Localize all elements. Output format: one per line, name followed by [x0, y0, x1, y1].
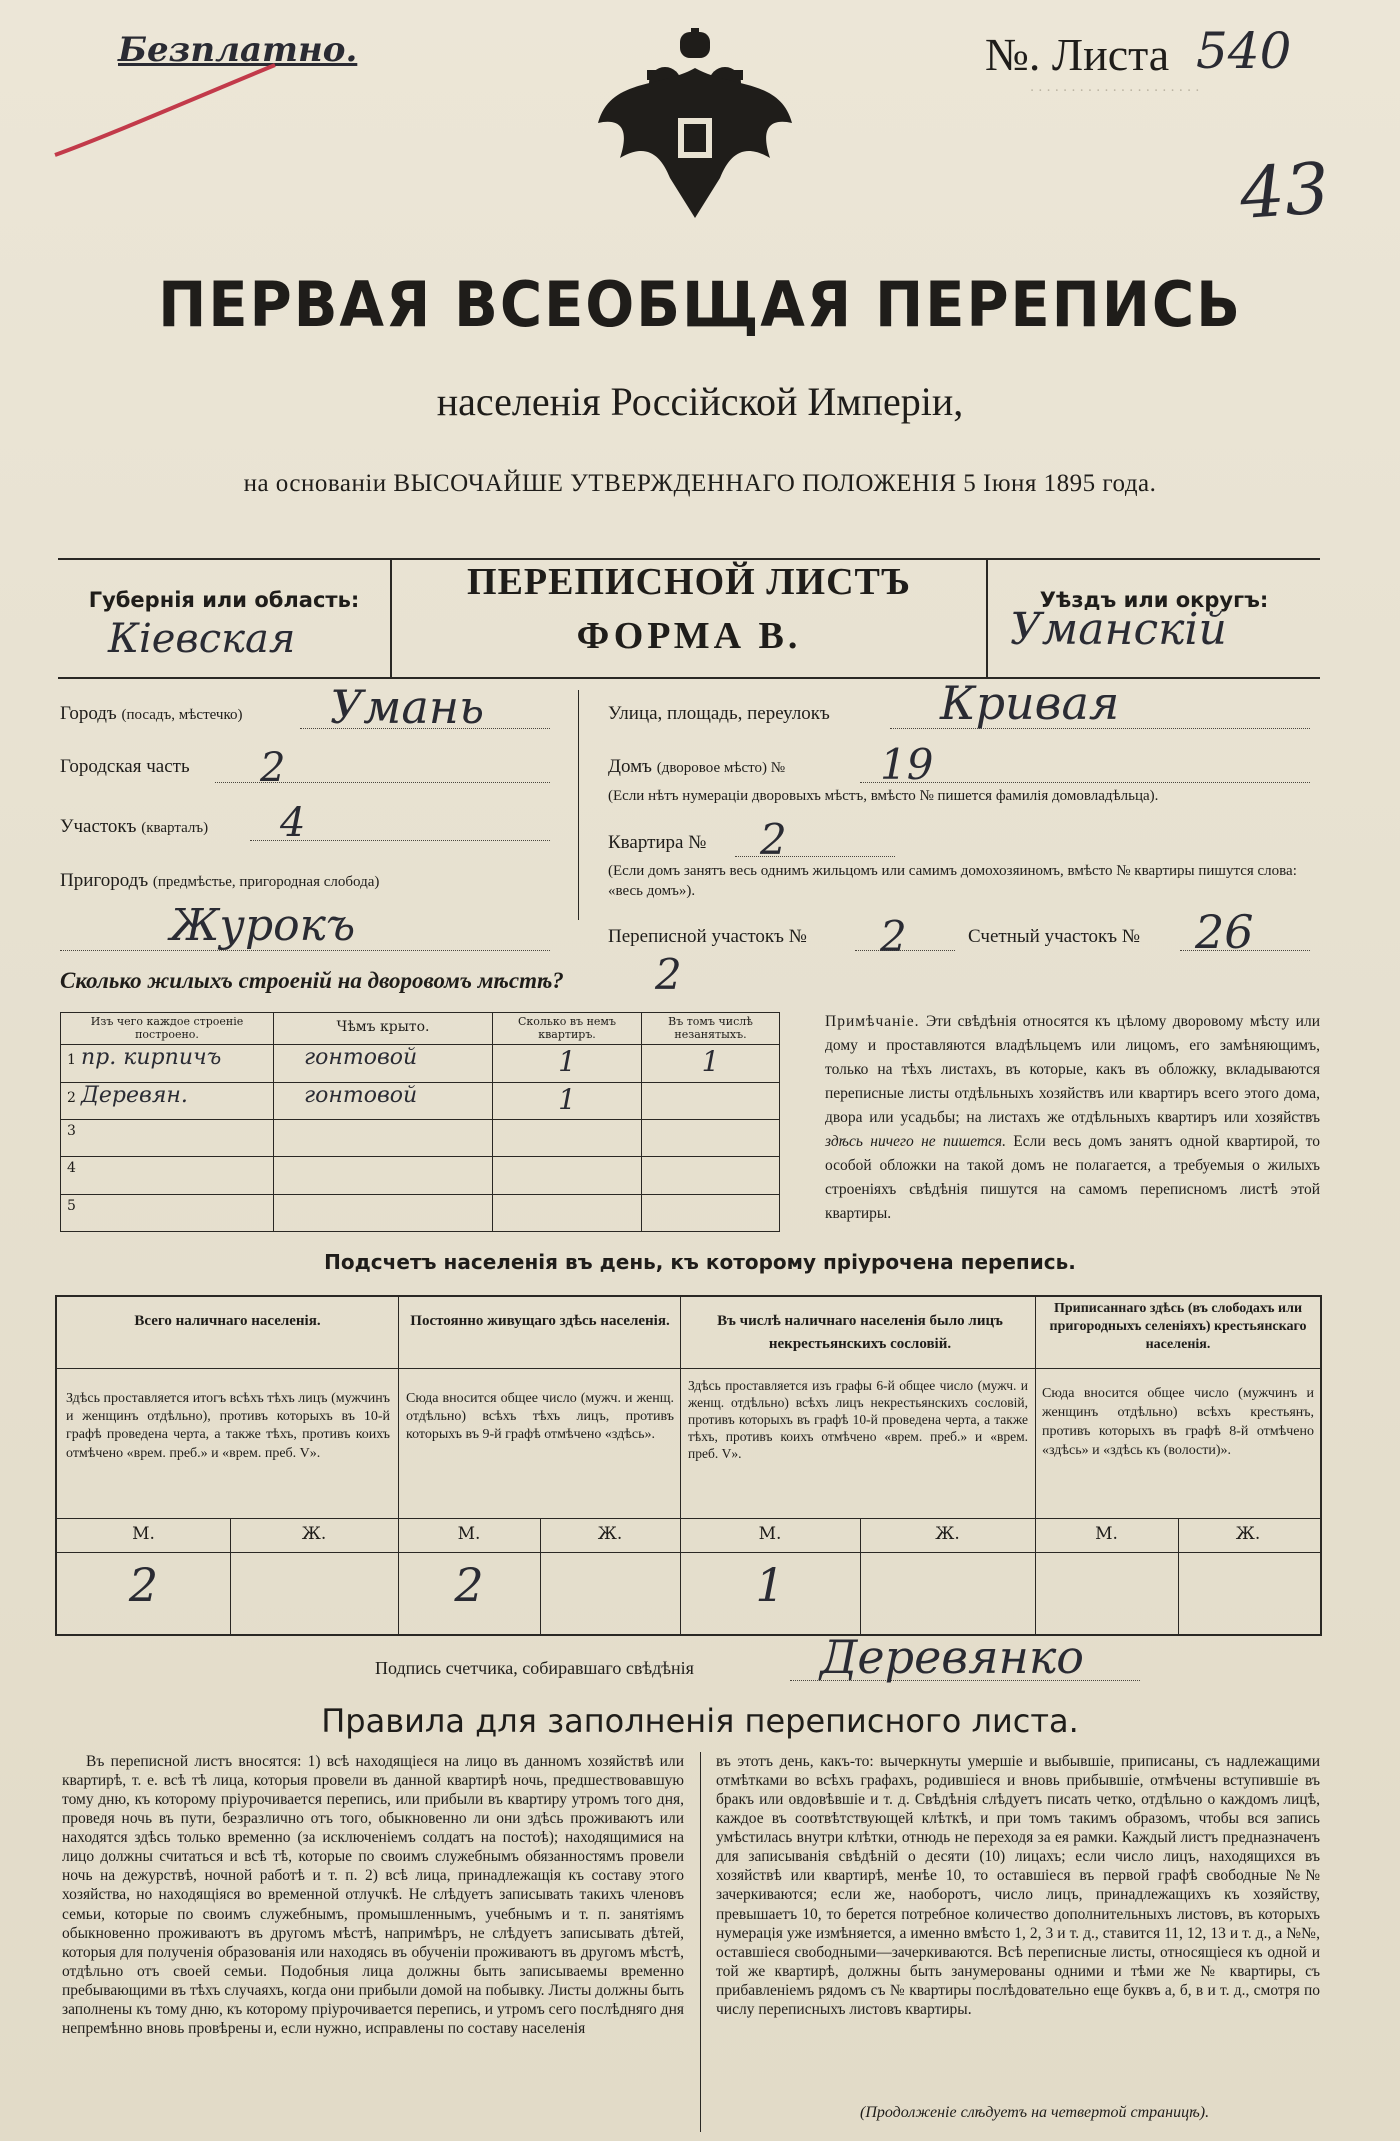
- table-row: [61, 1157, 780, 1194]
- pop-col4-title: Приписаннаго здѣсь (въ слободахъ или пригородныхъ селеніяхъ) крестьянскаго населенія.: [1049, 1301, 1307, 1353]
- precinct-label: Участокъ: [60, 816, 137, 837]
- row-number: 2: [67, 1089, 76, 1106]
- street-label: Улица, площадь, переулокъ: [608, 703, 830, 724]
- pop-m-label: М.: [758, 1524, 782, 1544]
- red-stroke-mark: [50, 55, 280, 165]
- table-row: [61, 1082, 780, 1119]
- buildings-header-vacant: Въ томъ числѣ незанятыхъ.: [668, 1015, 753, 1042]
- city-value: Умань: [330, 680, 485, 734]
- pop-col1-desc: Здѣсь проставляется итогъ всѣхъ тѣхъ лицъ (мужчинъ и женщинъ отдѣльно), противъ которыхъ въ 10-й графѣ проведена черта, а также тѣхъ, противъ коихъ отмѣчено «врем. преб.» и «врем. преб. V».: [66, 1391, 390, 1461]
- buildings-header-roof: Чѣмъ крыто.: [336, 1019, 430, 1035]
- bleed-through-text: . . . . . . . . . . . . . . . . . . . . .: [1030, 80, 1200, 95]
- signature-value: Деревянко: [820, 1630, 1084, 1684]
- precinct-value: 4: [280, 800, 306, 846]
- note-label: Примѣчаніе.: [825, 1013, 920, 1030]
- house-note: (Если нѣтъ нумераціи дворовыхъ мѣстъ, вмѣсто № пишется фамилія домовладѣльца).: [608, 788, 1159, 804]
- buildings-answer: 2: [655, 950, 682, 999]
- sheet-number-label: №. Листа: [985, 29, 1170, 80]
- count-area-value: 26: [1195, 905, 1254, 959]
- buildings-table: [60, 1012, 780, 1232]
- census-area-value: 2: [880, 912, 907, 961]
- count-area-label: Счетный участокъ №: [968, 926, 1140, 947]
- table-row: [61, 1119, 780, 1156]
- district-value: Уманскій: [1010, 604, 1227, 655]
- pop-col2-desc: Сюда вносится общее число (мужч. и женщ. отдѣльно) всѣхъ тѣхъ лицъ, противъ которыхъ въ 9-й графѣ отмѣчено «здѣсь».: [406, 1391, 674, 1443]
- note-text-a: Эти свѣдѣнія относятся къ цѣлому дворовому мѣсту или дому и проставляются владѣльцемъ или лицомъ, его замѣняющимъ, только на тѣхъ листахъ, въ которые, какъ въ обложку, вкладываются переписные листы отдѣльныхъ хозяйствъ или квартиръ всего этого дома, двора или усадьбы; на листахъ же отдѣльныхъ квартиръ или хозяйствъ: [825, 1013, 1320, 1127]
- house-field: [608, 756, 785, 778]
- form-subtitle: ФОРМА В.: [576, 615, 802, 657]
- part-label: Городская часть: [60, 756, 190, 777]
- note-block: [825, 1010, 1320, 1226]
- province-value: Кіевская: [108, 616, 296, 662]
- row-number: 3: [67, 1122, 76, 1139]
- pop-col3-title: Въ числѣ наличнаго населенія было лицъ некрестьянскихъ сословій.: [717, 1313, 1003, 1352]
- precinct-hint: (кварталъ): [141, 820, 209, 836]
- buildings-header-material: Изъ чего каждое строеніе построено.: [90, 1015, 244, 1042]
- rules-left-text: Въ переписной листъ вносятся: 1) всѣ находящіеся на лицо въ данномъ хозяйствѣ или квартирѣ, т. е. всѣ тѣ лица, которыя провели въ данной квартирѣ ночь, предшествовавшую тому дню, къ которому пріурочивается перепись, или прибыли въ квартиру утромъ того дня, проведя ночь въ пути, безразлично отъ того, обыкновенно ли они здѣсь проживаютъ или находятся здѣсь только временно (за исключеніемъ солдатъ на постоѣ); находящимися на лицо должны считаться и всѣ тѣ, которые по своимъ служебнымъ обязанностямъ провели ночь на дежурствѣ, ночной работѣ и т. п. 2) всѣ лица, принадлежащія къ составу этого хозяйства, но находящіяся во временной отлучкѣ. Не слѣдуетъ записывать такихъ членовъ семьи, которые по своимъ служебнымъ, промышленнымъ, учебнымъ и т. п. занятіямъ обыкновенно проживаютъ въ другомъ мѣстѣ, напримѣръ, не слѣдуетъ записывать дѣтей, которыя для полученія образованія или находясь въ обученіи проживаютъ въ другомъ мѣстѣ, отдѣльно отъ своей семьи. Подобныя лица должны быть записываемы временно пребывающими въ тѣхъ случаяхъ, когда они прибыли домой на побывку. Листы должны быть заполнены къ тому дню, къ которому пріурочивается перепись, и утромъ сего послѣдняго дня непремѣнно вновь провѣрены и, если нужно, исправлены по составу населенія: [62, 1753, 684, 2037]
- street-value: Кривая: [940, 676, 1120, 730]
- buildings-question: Сколько жилыхъ строеній на дворовомъ мѣстѣ?: [60, 968, 564, 993]
- house-label: Домъ: [608, 756, 652, 777]
- pop-m-label: М.: [457, 1524, 481, 1544]
- suburb-label: Пригородъ: [60, 870, 149, 891]
- pop-f-label: Ж.: [301, 1524, 327, 1544]
- form-title: ПЕРЕПИСНОЙ ЛИСТЪ: [467, 561, 911, 603]
- rules-title: Правила для заполненія переписного листа.: [321, 1702, 1079, 1740]
- row-number: 5: [67, 1197, 76, 1214]
- population-heading: Подсчетъ населенія въ день, къ которому пріурочена перепись.: [324, 1250, 1076, 1274]
- apartment-note: (Если домъ занятъ весь однимъ жильцомъ или самимъ домохозяиномъ, вмѣсто № квартиры пишутся слова: «весь домъ»).: [608, 863, 1297, 899]
- house-hint: (дворовое мѣсто) №: [656, 760, 786, 776]
- pop-col1-title: Всего наличнаго населенія.: [134, 1313, 321, 1329]
- apartment-label: Квартира №: [608, 832, 707, 853]
- district-label: Уѣздъ или округъ:: [1039, 588, 1269, 612]
- province-label: Губернія или область:: [88, 588, 360, 612]
- double-headed-eagle-icon: [590, 28, 800, 238]
- pop-f-label: Ж.: [597, 1524, 623, 1544]
- apartments-cell: 1: [558, 1082, 576, 1116]
- vacant-cell: 1: [701, 1045, 720, 1079]
- house-value: 19: [880, 740, 934, 789]
- buildings-header-apartments: Сколько въ немъ квартиръ.: [518, 1015, 616, 1042]
- apartments-cell: 1: [558, 1045, 576, 1079]
- city-field: [60, 703, 243, 725]
- row-number: 1: [67, 1052, 76, 1069]
- pop-col2-m-value: 2: [454, 1558, 484, 1612]
- free-label: Безплатно.: [118, 30, 358, 70]
- precinct-field: [60, 816, 208, 838]
- table-row: [61, 1194, 780, 1231]
- table-row: [61, 1045, 780, 1082]
- apartment-value: 2: [760, 815, 787, 864]
- city-hint: (посадъ, мѣстечко): [121, 707, 243, 723]
- pop-col1-m-value: 2: [128, 1558, 159, 1612]
- pop-col2-title: Постоянно живущаго здѣсь населенія.: [410, 1313, 670, 1329]
- pop-m-label: М.: [132, 1524, 155, 1544]
- signature-label: Подпись счетчика, собиравшаго свѣдѣнія: [375, 1658, 694, 1678]
- pop-f-label: Ж.: [1235, 1524, 1261, 1544]
- pop-col3-desc: Здѣсь проставляется изъ графы 6-й общее число (мужч. и женщ. отдѣльно) всѣхъ лицъ некрестьянскихъ сословій, противъ которыхъ въ графѣ 10-й проведена черта, а также тѣхъ, противъ коихъ отмѣчено «врем. преб.» и «врем. преб. V».: [688, 1378, 1028, 1461]
- pop-f-label: Ж.: [935, 1524, 960, 1544]
- note-text-b: Если весь домъ занятъ одной квартирой, то особой обложки на такой домъ не полагается, а требуемыя о жилыхъ строеніяхъ свѣдѣнія пишутся на самомъ переписномъ листѣ этой квартиры.: [825, 1133, 1320, 1223]
- sheet-number-value: 540: [1196, 22, 1292, 80]
- suburb-value: Журокъ: [170, 900, 356, 951]
- roof-cell: гонтовой: [304, 1045, 418, 1071]
- census-area-label: Переписной участокъ №: [608, 926, 807, 947]
- city-label: Городъ: [60, 703, 117, 724]
- page-subtitle: населенія Россійской Имперіи,: [436, 379, 964, 424]
- material-cell: пр. кирпичъ: [81, 1045, 222, 1071]
- part-value: 2: [260, 745, 286, 791]
- legal-basis: на основаніи ВЫСОЧАЙШЕ УТВЕРЖДЕННАГО ПОЛОЖЕНІЯ 5 Іюня 1895 года.: [243, 470, 1157, 497]
- pop-col3-m-value: 1: [755, 1558, 785, 1612]
- suburb-hint: (предмѣстье, пригородная слобода): [152, 874, 380, 890]
- pop-m-label: М.: [1095, 1524, 1118, 1544]
- note-text-italic: здѣсь ничего не пишется.: [825, 1133, 1006, 1151]
- rules-continued: (Продолженіе слѣдуетъ на четвертой страницѣ).: [860, 2104, 1210, 2121]
- suburb-field: [60, 870, 379, 892]
- row-number: 4: [67, 1160, 76, 1177]
- rules-right-text: въ этотъ день, какъ-то: вычеркнуты умершіе и выбывшіе, приписаны, съ надлежащими отмѣтками во всѣхъ графахъ, родившіеся и вновь прибывшіе, отмѣчены вступившіе въ бракъ или овдовѣвшіе и т. д. Свѣдѣнія слѣдуетъ писать четко, отдѣльно о каждомъ лицѣ, каждое въ соотвѣтствующей клѣткѣ, и при томъ такимъ образомъ, чтобы вся запись умѣстилась внутри клѣтки, отнюдь не переходя за ея рамки. Каждый листъ предназначенъ для записыванія свѣдѣній о десяти (10) лицахъ; если число лицъ, находящихся въ хозяйствѣ или квартирѣ, менѣе 10, то оставшіеся въ первой графѣ свободные №№ зачеркиваются; если же, наоборотъ, число лицъ, принадлежащихъ къ хозяйству, превышаетъ 10, то берется потребное количество дополнительныхъ листовъ, въ которыхъ нумерація уже измѣняется, а именно вмѣсто 1, 2, 3 и т. д., ставится 11, 12, 13 и т. д., а №№, оставшіеся свободными—зачеркиваются. Всѣ переписные листы, относящіеся къ одной и той же квартирѣ, должны быть занумерованы одними и тѣми же № квартиры, съ прибавленіемъ рядомъ съ № квартиры послѣдовательно еще буквъ а, б, в и т. д., смотря по числу переписныхъ листовъ квартиры.: [716, 1753, 1320, 2018]
- material-cell: Деревян.: [81, 1082, 188, 1108]
- pop-col4-desc: Сюда вносится общее число (мужчинъ и женщинъ отдѣльно) всѣхъ крестьянъ, противъ которыхъ въ графѣ 8-й отмѣчено «здѣсь» и «здѣсь къ (волости)».: [1042, 1386, 1314, 1458]
- roof-cell: гонтовой: [304, 1082, 418, 1108]
- page-title: ПЕРВАЯ ВСЕОБЩАЯ ПЕРЕПИСЬ: [158, 268, 1242, 341]
- corner-mark: 43: [1237, 146, 1332, 236]
